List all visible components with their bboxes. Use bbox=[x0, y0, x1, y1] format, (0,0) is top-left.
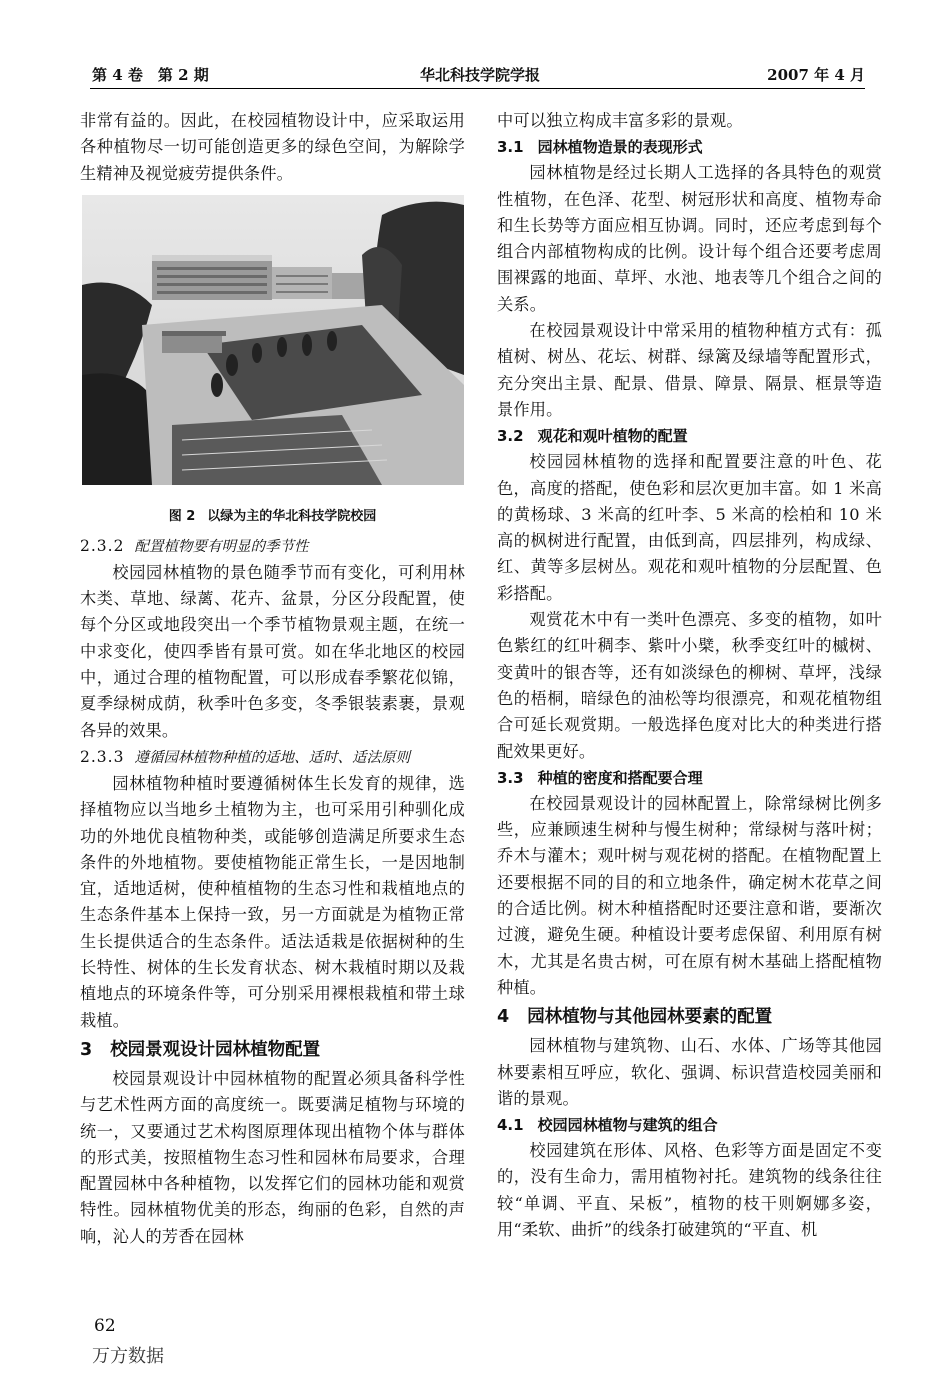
paragraph: 观赏花木中有一类叶色漂亮、多变的植物，如叶色紫红的红叶稠李、紫叶小檗，秋季变红叶的槭树、变黄叶的银杏等，还有如淡绿色的柳树、草坪，浅绿色的梧桐，暗绿色的油松等均很漂亮，和观花植物组合可延长观赏期。一般选择色度对比大的种类进行搭配效果更好。 bbox=[497, 610, 882, 761]
section-number: 2.3.3 bbox=[80, 747, 125, 766]
continued-paragraph: 中可以独立构成丰富多彩的景观。 bbox=[497, 111, 743, 130]
paragraph: 校园建筑在形体、风格、色彩等方面是固定不变的，没有生命力，需用植物衬托。建筑物的线条往往较“单调、平直、呆板”，植物的枝干则婀娜多姿，用“柔软、曲折”的线条打破建筑的“平直、机 bbox=[497, 1141, 882, 1239]
section-number: 3.3 bbox=[497, 768, 524, 787]
section-title: 种植的密度和搭配要合理 bbox=[537, 768, 703, 787]
watermark: 万方数据 bbox=[92, 1346, 164, 1367]
paragraph: 在校园景观设计中常采用的植物种植方式有：孤植树、树丛、花坛、树群、绿篱及绿墙等配置形式，充分突出主景、配景、借景、障景、隔景、框景等造景作用。 bbox=[497, 321, 882, 419]
section-heading-2-3-3 bbox=[80, 744, 465, 771]
figure-caption-text: 以绿为主的华北科技学院校园 bbox=[207, 508, 377, 524]
section-heading-3-1 bbox=[497, 134, 882, 160]
section-title: 观花和观叶植物的配置 bbox=[537, 427, 688, 446]
campus-photo-image bbox=[82, 195, 464, 485]
section-number: 3.2 bbox=[497, 427, 524, 446]
paragraph: 在校园景观设计的园林配置上，除常绿树比例多些，应兼顾速生树种与慢生树种；常绿树与落叶树；乔木与灌木；观叶树与观花树的搭配。在植物配置上还要根据不同的目的和立地条件，确定树木花草之间的合适比例。树木种植搭配时还要注意和谐，要渐次过渡，避免生硬。种植设计要考虑保留、利用原有树木，尤其是名贵古树，可在原有树木基础上搭配植物种植。 bbox=[497, 793, 882, 997]
section-number: 3 bbox=[80, 1039, 93, 1060]
section-title: 园林植物与其他园林要素的配置 bbox=[527, 1007, 773, 1028]
section-heading-3-3 bbox=[497, 765, 882, 791]
section-heading-3-2 bbox=[497, 423, 882, 449]
section-number: 2.3.2 bbox=[80, 536, 125, 555]
section-heading-4 bbox=[497, 1001, 882, 1033]
figure-number: 图 2 bbox=[168, 508, 196, 524]
section-heading-2-3-2 bbox=[80, 533, 465, 560]
section-title: 遵循园林植物种植的适地、适时、适法原则 bbox=[134, 749, 410, 766]
paragraph: 校园景观设计中园林植物的配置必须具备科学性与艺术性两方面的高度统一。既要满足植物与环境的统一，又要通过艺术构图原理体现出植物个体与群体的形式美，按照植物生态习性和园林布局要求，合理配置园林中各种植物，以发挥它们的园林功能和观赏特性。园林植物优美的形态，绚丽的色彩，自然的声响，沁人的芳香在园林 bbox=[80, 1068, 465, 1246]
section-number: 4.1 bbox=[497, 1116, 524, 1135]
journal-title: 华北科技学院学报 bbox=[420, 66, 541, 84]
section-number: 3.1 bbox=[497, 138, 524, 157]
section-heading-4-1 bbox=[497, 1112, 882, 1138]
paragraph: 园林植物是经过长期人工选择的各具特色的观赏性植物，在色泽、花型、树冠形状和高度、植物寿命和生长势等方面应相互协调。同时，还应考虑到每个组合内部植物构成的比例。设计每个组合还要考虑周围裸露的地面、草坪、水池、地表等几个组合之间的关系。 bbox=[497, 163, 882, 314]
section-title: 校园园林植物与建筑的组合 bbox=[537, 1116, 718, 1135]
volume-issue: 第 4 卷 第 2 期 bbox=[92, 66, 209, 84]
left-column bbox=[80, 108, 465, 1250]
section-title: 园林植物造景的表现形式 bbox=[537, 138, 703, 157]
publication-date: 2007 年 4 月 bbox=[767, 66, 865, 84]
section-number: 4 bbox=[497, 1007, 510, 1028]
paragraph: 园林植物种植时要遵循树体生长发育的规律，选择植物应以当地乡土植物为主，也可采用引种驯化成功的外地优良植物种类，或能够创造满足所要求生态条件的外地植物。要使植物能正常生长，一是因地制宜，适地适树，使种植植物的生态习性和栽植地点的生态条件基本上保持一致，另一方面就是为植物正常生长提供适合的生态条件。适法适栽是依据树种的生长特性、树体的生长发育状态、树木栽植时期以及栽植地点的环境条件等，可分别采用裸根栽植和带土球栽植。 bbox=[80, 773, 465, 1030]
right-column bbox=[497, 108, 882, 1243]
page-number: 62 bbox=[94, 1316, 116, 1336]
running-header bbox=[90, 60, 865, 89]
continued-paragraph: 非常有益的。因此，在校园植物设计中，应采取运用各种植物尽一切可能创造更多的绿色空间，为解除学生精神及视觉疲劳提供条件。 bbox=[80, 111, 465, 183]
campus-photo bbox=[82, 195, 464, 485]
section-title: 配置植物要有明显的季节性 bbox=[134, 538, 309, 555]
paragraph: 校园园林植物的选择和配置要注意的叶色、花色，高度的搭配，使色彩和层次更加丰富。如 1 米高的黄杨球、3 米高的红叶李、5 米高的桧柏和 10 米高的枫树进行配置，由低到高，四层排列，构成绿、红、黄等多层树丛。观花和观叶植物的分层配置、色彩搭配。 bbox=[497, 452, 882, 603]
paragraph: 校园园林植物的景色随季节而有变化，可利用林木类、草地、绿蓠、花卉、盆景，分区分段配置，使每个分区或地段突出一个季节植物景观主题，在统一中求变化，使四季皆有景可赏。如在华北地区的校园中，通过合理的植物配置，可以形成春季繁花似锦，夏季绿树成荫，秋季叶色多变，冬季银装素裹，景观各异的效果。 bbox=[80, 562, 465, 740]
section-heading-3 bbox=[80, 1034, 465, 1066]
figure-caption bbox=[80, 507, 465, 527]
paragraph: 园林植物与建筑物、山石、水体、广场等其他园林要素相互呼应，软化、强调、标识营造校园美丽和谐的景观。 bbox=[497, 1036, 882, 1108]
section-title: 校园景观设计园林植物配置 bbox=[110, 1039, 321, 1060]
